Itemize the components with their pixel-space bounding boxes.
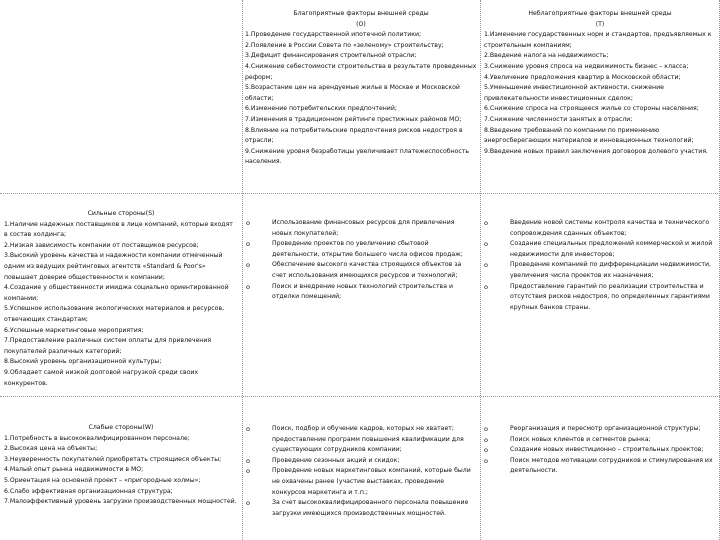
list-item: 3.Снижение уровня спроса на недвижимость бизнес – класса; (484, 62, 689, 70)
bullet-icon: o (484, 435, 488, 444)
so-list (246, 218, 476, 303)
st-list (484, 218, 716, 313)
list-item: 1.Наличие надежных поставщиков в лице компаний, которые входят в состав холдинга; (4, 220, 233, 239)
list-item: 4.Увеличение предложения квартир в Московской области; (484, 73, 681, 81)
wt-cell (484, 424, 716, 477)
list-item: 8.Высокий уровень организационной культуры; (4, 358, 162, 366)
wo-cell (246, 424, 476, 519)
list-item: 4.Малый опыт рынка недвижимости в МО; (4, 466, 144, 474)
bullet-icon: o (484, 282, 488, 291)
list-item: o Создание новых инвестиционно – строительных проектов; (484, 446, 704, 455)
list-item: 2.Высокая цена на объекты; (4, 445, 98, 453)
wo-list (246, 424, 476, 519)
threats-list (484, 30, 716, 157)
grid-line (242, 0, 243, 540)
list-item: 4.Создание у общественности имиджа социально ориентированной компании; (4, 284, 229, 302)
bullet-icon: o (246, 240, 250, 249)
list-item: 8.Введение требований по компании по применению энергосберегающих материалов и инновационных технологий; (484, 126, 694, 145)
list-item: o Обеспечение высокого качества строящихся объектов за счет использования имеющихся ресурсов и технологий; (246, 261, 462, 279)
list-item: 2.Низкая зависимость компании от поставщиков ресурсов; (4, 241, 199, 249)
list-item: 3.Высокий уровень качества и надежности компании отмеченный одним из ведущих рейтинговых агентств «Standard & Poor's» повышает доверие общественности к компании; (4, 252, 223, 281)
bullet-icon: o (246, 425, 250, 433)
so-cell (246, 218, 476, 303)
list-item: o Проведение сезонных акций и скидок; (246, 456, 400, 465)
list-item: 3.Неуверенность покупателей приобретать строящиеся объекты; (4, 455, 222, 463)
grid-line (0, 396, 720, 397)
opportunities-cell (245, 9, 477, 168)
list-item: 5.Ориентация на основной проект – «пригородные холмы»; (4, 476, 201, 484)
list-item: o Поиск, подбор и обучение кадров, которых не хватает; предоставление программ повышения квалификации для существующих сотрудников компании; (246, 425, 464, 454)
list-item: 5.Уменьшение инвестиционной активности, снижение привлекательности инвестиционных сделок; (484, 84, 664, 102)
list-item: 6.Успешные маркетинговые мероприятия; (4, 326, 144, 334)
list-item: o Создание специальных предложений коммерческой и жилой недвижимости для инвесторов; (484, 240, 713, 258)
bullet-icon: o (246, 499, 250, 508)
bullet-icon: o (246, 261, 250, 270)
grid-line (0, 193, 720, 194)
bullet-icon: o (246, 282, 250, 291)
grid-line (480, 0, 481, 540)
bullet-icon: o (484, 425, 488, 433)
list-item: 5.Возрастание цен на арендуемые жилье в Москве и Московской области; (245, 84, 460, 102)
list-item: 9.Обладает самой низкой долговой нагрузкой среди своих конкурентов. (4, 368, 199, 387)
threats-code: (T) (595, 20, 605, 28)
list-item: o Проведение проектов по увеличению сбытовой деятельности, открытие большего числа офисов продаж; (246, 240, 463, 258)
list-item: 9.Снижение уровня безработицы увеличивает платежеспособность населения. (245, 147, 470, 166)
list-item: 1.Проведение государственной ипотечной политики; (245, 31, 422, 39)
bullet-icon: o (484, 219, 488, 227)
strengths-list (4, 220, 238, 390)
threats-title: Неблагоприятные факторы внешней среды (528, 10, 672, 17)
list-item: 2.Появление в России Совета по «зеленому» строительству; (245, 41, 444, 49)
list-item: 5.Успешное использование экологических материалов и ресурсов, отвечающих стандартам; (4, 305, 225, 323)
list-item: o Использование финансовых ресурсов для привлечения новых покупателей; (246, 219, 455, 237)
list-item: o Предоставление гарантий по реализации строительства и отсутствия рисков недостроя, по определенных гарантиями крупных банков страны. (484, 282, 710, 311)
bullet-icon: o (484, 456, 488, 465)
bullet-icon: o (246, 219, 250, 227)
st-cell (484, 218, 716, 313)
list-item: o Поиск и внедрение новых технологий строительства и отделки помещений; (246, 282, 453, 301)
bullet-icon: o (484, 261, 488, 270)
list-item: o Проведение новых маркетинговых компаний, которые были не охвачены ранее (участие выставках, проведение конкурсов маркетинга и т.п.; (246, 467, 471, 496)
list-item: 6.Слабо эффективная организационная структура; (4, 487, 173, 495)
opportunities-code: (O) (356, 20, 366, 28)
list-item: 3.Дефицит финансирования строительной отрасли; (245, 52, 417, 60)
wt-list (484, 424, 716, 477)
list-item: o За счет высококвалифицированного персонала повышение загрузки имеющихся производственных мощностей. (246, 499, 469, 517)
list-item: 6.Изменение потребительских предпочтений; (245, 105, 397, 113)
bullet-icon: o (484, 240, 488, 249)
weaknesses-list (4, 434, 238, 508)
bullet-icon: o (484, 446, 488, 455)
list-item: 8.Влияние на потребительские предпочтения рисков недостроя в отрасли; (245, 126, 463, 145)
weaknesses-title: Слабые стороны(W) (88, 424, 154, 431)
strengths-title: Сильные стороны(S) (87, 210, 155, 217)
bullet-icon: o (246, 456, 250, 465)
list-item: 7.Малоэффективный уровень загрузки производственных мощностей. (4, 498, 237, 506)
list-item: 4.Снижение себестоимости строительства в результате проведенных реформ; (245, 62, 477, 81)
list-item: 1.Потребность в высококвалифицированном персонале; (4, 434, 190, 442)
threats-cell (484, 9, 716, 157)
list-item: 1.Изменение государственных норм и стандартов, предъявляемых к строительным компаниям; (484, 31, 712, 49)
list-item: 7.Предоставление различных систем оплаты для привлечения покупателей различных категорий; (4, 337, 212, 355)
list-item: 7.Изменения в традиционном рейтинге престижных районов МО; (245, 115, 462, 123)
list-item: 6.Снижение спроса на строящееся жилье со стороны населения; (484, 105, 699, 113)
list-item: o Поиск новых клиентов и сегментов рынка; (484, 435, 651, 444)
opportunities-title: Благоприятные факторы внешней среды (293, 10, 429, 17)
weaknesses-cell (4, 423, 238, 508)
list-item: 2.Введение налога на недвижимость; (484, 52, 609, 60)
list-item: o Поиск методов мотивации сотрудников и стимулирования их деятельности. (484, 456, 713, 475)
bullet-icon: o (246, 467, 250, 476)
list-item: o Проведение компанией по дифференциации недвижимости, увеличения числа проектов их назначения; (484, 261, 711, 279)
strengths-cell (4, 209, 238, 389)
list-item: 9.Введение новых правил заключения договоров долевого участия. (484, 147, 709, 155)
opportunities-list (245, 30, 477, 168)
list-item: o Реорганизация и пересмотр организационной структуры; (484, 425, 701, 433)
list-item: 7.Снижение численности занятых в отрасли; (484, 115, 633, 123)
list-item: o Введение новой системы контроля качества и технического сопровождения сданных объектов; (484, 219, 710, 237)
